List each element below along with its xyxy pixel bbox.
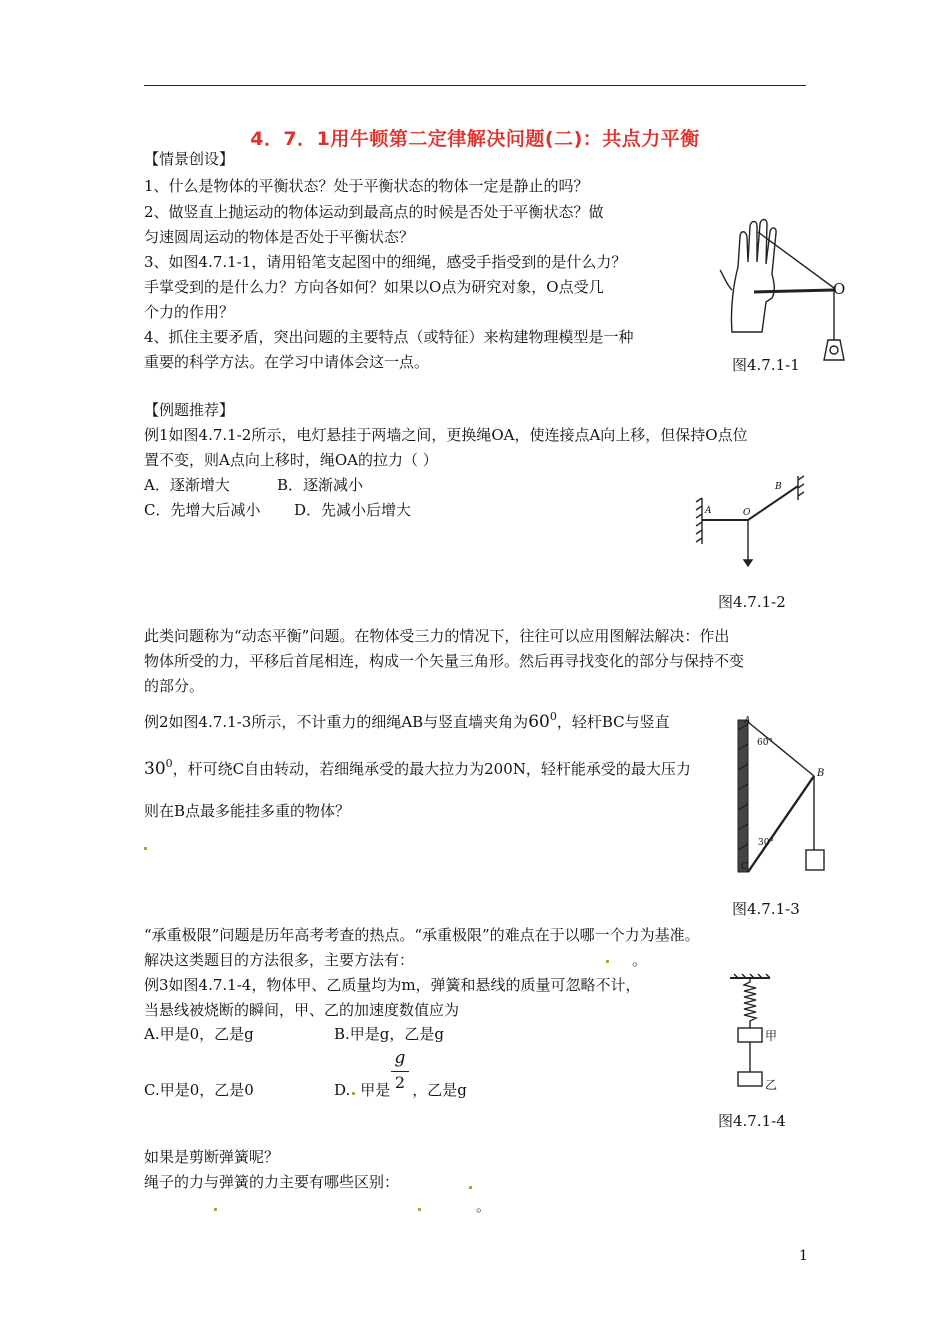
example-2-line1-tail: ，轻杆BC与竖直 [556, 713, 670, 731]
option-d-text: 甲是 [360, 1081, 391, 1099]
figure-3-label-a: A [744, 716, 751, 726]
example-3-option-c: C.甲是0，乙是0 [144, 1081, 254, 1099]
example-1-option-b: B．逐渐减小 [277, 476, 364, 494]
example-1-option-d: D．先减小后增大 [294, 501, 412, 519]
fraction-denominator: 2 [394, 1073, 406, 1092]
example-2-line2 [144, 754, 691, 779]
figure-2-label-b: B [775, 482, 782, 492]
question-2-line2: 匀速圆周运动的物体是否处于平衡状态？ [144, 228, 415, 246]
examples-heading: 【例题推荐】 [144, 401, 235, 419]
dot-marker [352, 1092, 355, 1095]
dot-marker [418, 1208, 421, 1211]
dot-marker [144, 847, 147, 850]
example-1-line1: 例1如图4.7.1-2所示，电灯悬挂于两墙之间，更换绳OA，使连接点A向上移，但保持O点位 [144, 426, 748, 444]
figure-3-caption: 图4.7.1-3 [732, 900, 800, 918]
figure-2-label-o: O [743, 508, 751, 518]
rope-vs-spring-question: 绳子的力与弹簧的力主要有哪些区别： [144, 1173, 400, 1191]
question-4-line1: 4、抓住主要矛盾，突出问题的主要特点（或特征）来构建物理模型是一种 [144, 328, 634, 346]
load-limit-end: 。 [632, 951, 648, 969]
figure-4-label-jia: 甲 [765, 1029, 778, 1043]
dot-marker [214, 1208, 217, 1211]
example-2-line1-text: 例2如图4.7.1-3所示，不计重力的细绳AB与竖直墙夹角为 [144, 713, 529, 731]
question-2-line1: 2、做竖直上抛运动的物体运动到最高点的时候是否处于平衡状态？做 [144, 203, 604, 221]
dot-marker [469, 1186, 472, 1189]
angle-60: 60 [528, 712, 550, 732]
question-3-line3: 个力的作用？ [144, 303, 235, 321]
figure-3-label-c: C [741, 862, 748, 872]
header-rule [144, 85, 806, 86]
dot-marker [606, 960, 609, 963]
angle-60-degree: 0 [549, 710, 557, 723]
figure-3-label-b: B [817, 768, 825, 779]
fraction-bar [391, 1071, 409, 1072]
figure-1-caption: 图4.7.1-1 [732, 356, 800, 374]
load-limit-line2: 解决这类题目的方法很多，主要方法有： [144, 951, 415, 969]
example-2-line1 [144, 707, 670, 732]
question-1: 1、什么是物体的平衡状态？处于平衡状态的物体一定是静止的吗？ [144, 177, 589, 195]
dynamic-equilibrium-line2: 物体所受的力，平移后首尾相连，构成一个矢量三角形。然后再寻找变化的部分与保持不变 [144, 652, 745, 670]
figure-3-angle-30: 30° [758, 838, 774, 848]
figure-wall-rod [732, 700, 842, 880]
figure-spring-masses [724, 972, 794, 1096]
dynamic-equilibrium-line1: 此类问题称为“动态平衡”问题。在物体受三力的情况下，往往可以应用图解法解决：作出 [144, 627, 730, 645]
option-d-tail: ，乙是g [412, 1081, 467, 1099]
dynamic-equilibrium-line3: 的部分。 [144, 677, 205, 695]
figure-2-caption: 图4.7.1-2 [718, 593, 786, 611]
page-title: 4．7．1用牛顿第二定律解决问题(二)：共点力平衡 [250, 128, 700, 150]
question-4-line2: 重要的科学方法。在学习中请体会这一点。 [144, 353, 430, 371]
example-3-option-b: B.甲是g，乙是g [334, 1025, 444, 1043]
option-d-letter: D. [334, 1081, 351, 1099]
example-1-option-c: C．先增大后减小 [144, 501, 261, 519]
page-number: 1 [799, 1248, 808, 1264]
question-3-line2: 手掌受到的是什么力？方向各如何？如果以O点为研究对象，O点受几 [144, 278, 604, 296]
question-3-line1: 3、如图4.7.1-1，请用铅笔支起图中的细绳，感受手指受到的是什么力？ [144, 253, 627, 271]
figure-lamp-walls [688, 468, 818, 578]
figure-2-label-a: A [705, 506, 712, 516]
example-3-line1: 例3如图4.7.1-4，物体甲、乙质量均为m，弹簧和悬线的质量可忽略不计， [144, 976, 641, 994]
figure-3-angle-60: 60° [757, 738, 773, 748]
angle-30-degree: 0 [165, 757, 173, 770]
figure-1-label-o: O [833, 280, 846, 298]
load-limit-line1: “承重极限”问题是历年高考考查的热点。“承重极限”的难点在于以哪一个力为基准。 [144, 926, 700, 944]
example-2-line2-text: ，杆可绕C自由转动，若细绳承受的最大拉力为200N，轻杆能承受的最大压力 [172, 760, 691, 778]
example-3-line2: 当悬线被烧断的瞬间，甲、乙的加速度数值应为 [144, 1001, 460, 1019]
figure-hand-rope [712, 212, 852, 372]
angle-30: 30 [144, 759, 166, 779]
figure-4-caption: 图4.7.1-4 [718, 1112, 786, 1130]
example-1-option-a: A．逐渐增大 [144, 476, 230, 494]
figure-4-label-yi: 乙 [765, 1078, 778, 1092]
example-1-line2: 置不变，则A点向上移时，绳OA的拉力（ ） [144, 451, 438, 469]
spring-cut-question: 如果是剪断弹簧呢？ [144, 1148, 280, 1166]
example-3-option-a: A.甲是0，乙是g [144, 1025, 254, 1043]
fraction-numerator: g [394, 1048, 406, 1068]
example-2-line3: 则在B点最多能挂多重的物体？ [144, 802, 351, 820]
rope-question-end: 。 [476, 1197, 492, 1215]
scene-heading: 【情景创设】 [144, 150, 235, 168]
